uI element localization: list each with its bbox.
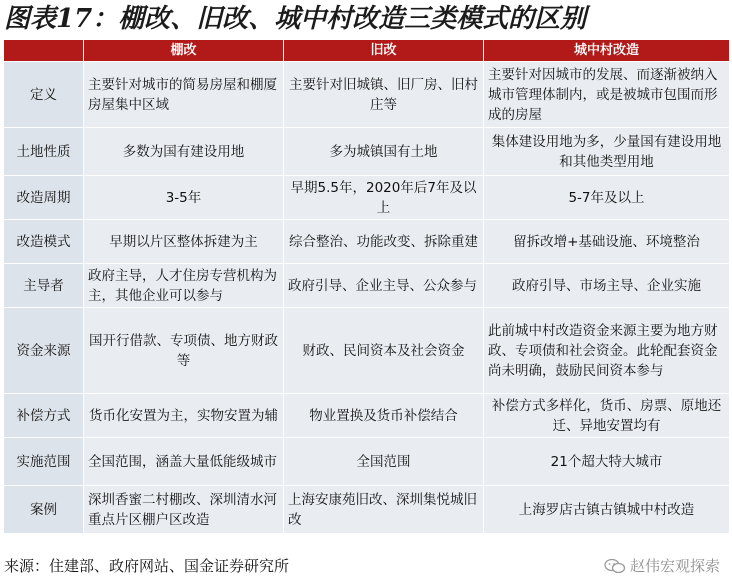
table-row [4, 438, 730, 486]
table-row [4, 62, 730, 128]
row-label: 主导者 [4, 264, 84, 308]
row-label: 资金来源 [4, 308, 84, 394]
wechat-icon [604, 555, 626, 571]
table-cell: 全国范围，涵盖大量低能级城市 [84, 438, 284, 486]
table-cell: 主要针对旧城镇、旧厂房、旧村庄等 [284, 62, 484, 128]
table-row [4, 176, 730, 220]
row-label: 土地性质 [4, 128, 84, 176]
table-cell: 全国范围 [284, 438, 484, 486]
table-cell: 财政、民间资本及社会资金 [284, 308, 484, 394]
comparison-table [3, 39, 730, 534]
watermark [604, 552, 720, 580]
table-cell: 政府引导、企业主导、公众参与 [284, 264, 484, 308]
table-cell: 主要针对城市的简易房屋和棚厦房屋集中区域 [84, 62, 284, 128]
table-cell: 主要针对因城市的发展、而逐渐被纳入城市管理体制内，或是被城市包围而形成的房屋 [484, 62, 730, 128]
table-row [4, 220, 730, 264]
table-cell: 多数为国有建设用地 [84, 128, 284, 176]
table-row [4, 264, 730, 308]
header-corner [4, 40, 84, 62]
table-row [4, 308, 730, 394]
table-cell: 21个超大特大城市 [484, 438, 730, 486]
table-cell: 早期以片区整体拆建为主 [84, 220, 284, 264]
table-cell: 此前城中村改造资金来源主要为地方财政、专项债和社会资金。此轮配套资金尚未明确，鼓励民间资本参与 [484, 308, 730, 394]
row-label: 案例 [4, 486, 84, 534]
table-cell: 深圳香蜜二村棚改、深圳清水河重点片区棚户区改造 [84, 486, 284, 534]
table-cell: 上海罗店古镇古镇城中村改造 [484, 486, 730, 534]
table-cell: 补偿方式多样化，货币、房票、原地还迁、异地安置均有 [484, 394, 730, 438]
row-label: 补偿方式 [4, 394, 84, 438]
table-cell: 政府主导，人才住房专营机构为主，其他企业可以参与 [84, 264, 284, 308]
table-cell: 上海安康苑旧改、深圳集悦城旧改 [284, 486, 484, 534]
row-label: 改造模式 [4, 220, 84, 264]
header-urban-village: 城中村改造 [484, 40, 730, 62]
figure-title: 图表17：棚改、旧改、城中村改造三类模式的区别 [4, 4, 587, 34]
table-cell: 3-5年 [84, 176, 284, 220]
table-row [4, 486, 730, 534]
table-cell: 国开行借款、专项债、地方财政等 [84, 308, 284, 394]
table-cell: 留拆改增+基础设施、环境整治 [484, 220, 730, 264]
table-header-row [4, 40, 730, 62]
source-note: 来源：住建部、政府网站、国金证券研究所 [4, 557, 290, 575]
table-cell: 物业置换及货币补偿结合 [284, 394, 484, 438]
table-cell: 综合整治、功能改变、拆除重建 [284, 220, 484, 264]
row-label: 改造周期 [4, 176, 84, 220]
table-cell: 多为城镇国有土地 [284, 128, 484, 176]
table-row [4, 394, 730, 438]
table-cell: 政府引导、市场主导、企业实施 [484, 264, 730, 308]
row-label: 实施范围 [4, 438, 84, 486]
table-cell: 货币化安置为主，实物安置为辅 [84, 394, 284, 438]
table-row [4, 128, 730, 176]
table-cell: 5-7年及以上 [484, 176, 730, 220]
row-label: 定义 [4, 62, 84, 128]
table-cell: 集体建设用地为多，少量国有建设用地和其他类型用地 [484, 128, 730, 176]
watermark-text: 赵伟宏观探索 [629, 557, 720, 575]
header-shantytown: 棚改 [84, 40, 284, 62]
header-old-renovation: 旧改 [284, 40, 484, 62]
table-cell: 早期5.5年，2020年后7年及以上 [284, 176, 484, 220]
